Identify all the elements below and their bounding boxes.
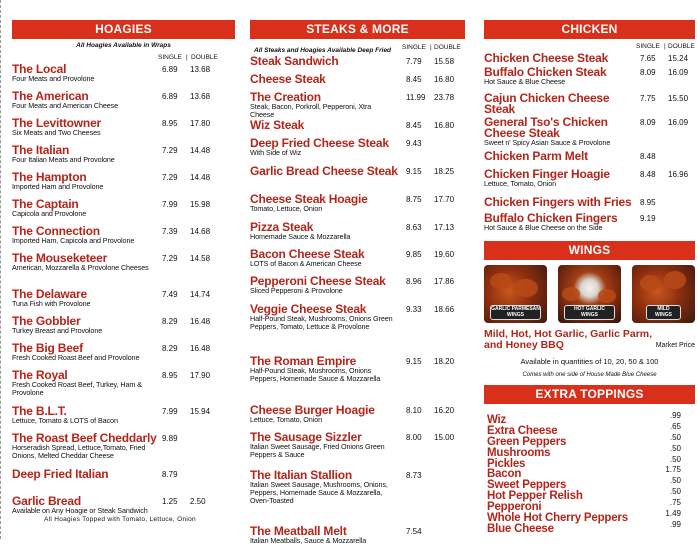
price-double: 17.90 (190, 371, 211, 380)
menu-item (12, 433, 235, 460)
topping-price: .75 (669, 498, 681, 508)
item-name: Buffalo Chicken Steak (484, 65, 607, 79)
hoagies-footer: All Hoagies Topped with Tomato, Lettuce, Onion (44, 516, 196, 523)
item-name: The Levittowner (12, 116, 102, 130)
item-description: Lettuce, Tomato & LOTS of Bacon (12, 416, 118, 425)
menu-item (250, 222, 465, 241)
price-single: 8.45 (406, 121, 422, 130)
item-description: LOTS of Bacon & American Cheese (250, 259, 362, 268)
price-double: 15.94 (190, 407, 211, 416)
topping-name: Pickles (487, 457, 526, 470)
item-name: Chicken Cheese Steak (484, 51, 609, 65)
item-name: The Captain (12, 197, 79, 211)
hot-garlic-wings-photo (558, 265, 621, 323)
garlic-parmesan-wings-photo (484, 265, 547, 323)
price-double: 18.20 (434, 357, 455, 366)
menu-item (250, 249, 465, 268)
item-description: Lettuce, Tomato, Onion (484, 179, 556, 188)
price-double: 16.80 (434, 75, 455, 84)
item-name: Cheese Steak (250, 72, 326, 86)
menu-item (484, 197, 695, 208)
item-description: Fresh Cooked Roast Beef and Provolone (12, 353, 140, 362)
price-double: 14.48 (190, 173, 211, 182)
item-name: The Delaware (12, 287, 87, 301)
menu-item (12, 145, 235, 164)
price-single: 11.99 (406, 93, 426, 102)
price-double: 13.68 (190, 92, 211, 101)
price-single: 8.95 (162, 371, 178, 380)
topping-price: 1.75 (665, 465, 681, 475)
price-double: 18.25 (434, 167, 455, 176)
menu-item (12, 343, 235, 362)
menu-item (12, 199, 235, 218)
item-description: Six Meats and Two Cheeses (12, 128, 101, 137)
item-name: The Hampton (12, 170, 87, 184)
toppings-header: EXTRA TOPPINGS (484, 385, 695, 404)
topping-item (487, 519, 695, 535)
topping-name: Hot Pepper Relish (487, 490, 583, 503)
steaks-section (250, 20, 465, 545)
price-single: 8.48 (640, 152, 656, 161)
menu-item (250, 56, 465, 67)
item-description: Tomato, Lettuce, Onion (250, 204, 323, 213)
price-double: 15.58 (434, 57, 455, 66)
menu-item (12, 91, 235, 110)
price-double: 17.70 (434, 195, 455, 204)
price-double: 18.66 (434, 305, 455, 314)
menu-item (12, 469, 235, 480)
price-single: 8.48 (640, 170, 656, 179)
menu-item (12, 496, 235, 515)
chicken-header: CHICKEN (484, 20, 695, 39)
topping-price: .50 (669, 476, 681, 486)
menu-item (484, 117, 695, 147)
price-double: 17.13 (434, 223, 455, 232)
topping-price: .50 (669, 454, 681, 464)
price-single: 8.95 (640, 198, 656, 207)
wing-photo-caption: GARLIC PARMESAN WINGS (490, 305, 541, 320)
menu-item (12, 253, 235, 272)
menu-item (250, 432, 465, 459)
item-description: Imported Ham, Capicola and Provolone (12, 236, 135, 245)
price-single: 9.15 (406, 167, 422, 176)
topping-name: Extra Cheese (487, 424, 558, 437)
item-name: Garlic Bread Cheese Steak (250, 164, 398, 178)
price-single: 8.79 (162, 470, 178, 479)
topping-name: Mushrooms (487, 446, 551, 459)
topping-item (487, 432, 695, 448)
topping-name: Green Peppers (487, 435, 567, 448)
item-name: The Connection (12, 224, 100, 238)
price-double: 2.50 (190, 497, 206, 506)
topping-name: Blue Cheese (487, 522, 554, 535)
menu-item (12, 64, 235, 83)
item-name: Chicken Finger Hoagie (484, 167, 610, 181)
price-double: 15.24 (668, 54, 689, 63)
item-description: Horseradish Spread, Lettuce,Tomato, Fried Onions, Melted Cheddar Cheese (12, 443, 146, 460)
double-label: DOUBLE (434, 44, 461, 51)
item-name: The Creation (250, 90, 321, 104)
item-description: Turkey Breast and Provolone (12, 326, 103, 335)
wings-note: Comes with one side of House Made Blue Cheese (522, 372, 657, 378)
item-description: Italian Sweet Sausage, Fried Onions Green Peppers & Sauce (250, 442, 385, 459)
item-name: Cheese Steak Hoagie (250, 192, 368, 206)
item-description: Sweet n' Spicy Asian Sauce & Provolone (484, 138, 611, 147)
price-double: 14.68 (190, 227, 211, 236)
price-double: 17.86 (434, 277, 455, 286)
menu-item (250, 470, 465, 505)
menu-item (484, 169, 695, 188)
price-double: 16.09 (668, 68, 689, 77)
wing-flavors: Mild, Hot, Hot Garlic, Garlic Parm, and Honey BBQ Market Price (484, 328, 695, 351)
price-single: 7.65 (640, 54, 656, 63)
menu-item (484, 67, 695, 86)
price-single: 7.75 (640, 94, 656, 103)
price-double: 15.98 (190, 200, 211, 209)
price-single: 7.49 (162, 290, 178, 299)
item-name: The Roast Beef Cheddarly (12, 431, 157, 445)
price-single: 7.29 (162, 146, 178, 155)
hoagies-note: All Hoagies Available in Wraps (76, 42, 171, 49)
price-double: 14.74 (190, 290, 211, 299)
item-name: The Italian (12, 143, 70, 157)
item-description: Imported Ham and Provolone (12, 182, 104, 191)
item-description: Four Italian Meats and Provolone (12, 155, 115, 164)
price-single: 8.29 (162, 317, 178, 326)
item-name: The Mouseketeer (12, 251, 108, 265)
topping-name: Wiz (487, 414, 507, 426)
menu-item (250, 405, 465, 424)
wing-photo-caption: MILD WINGS (646, 305, 681, 320)
price-double: 19.60 (434, 250, 455, 259)
item-name: The Gobbler (12, 314, 81, 328)
menu-item (484, 151, 695, 162)
menu-item (250, 120, 465, 131)
topping-price: .50 (669, 487, 681, 497)
chicken-list (484, 53, 695, 237)
topping-name: Whole Hot Cherry Peppers (487, 512, 628, 525)
item-description: Homemade Sauce & Mozzarella (250, 232, 351, 241)
item-description: Half-Pound Steak, Mushrooms, Onions Peppers, Homemade Sauce & Mozzarella (250, 366, 381, 383)
steaks-list (250, 54, 465, 545)
item-description: Steak, Bacon, Porkroll, Pepperoni, Xtra Cheese (250, 102, 372, 119)
item-name: Pepperoni Cheese Steak (250, 274, 386, 288)
steaks-price-header (250, 44, 465, 54)
menu-item (250, 526, 465, 545)
price-single: 9.89 (162, 434, 178, 443)
menu-item (250, 166, 465, 177)
item-name: The Big Beef (12, 341, 83, 355)
item-name: Garlic Bread (12, 494, 81, 508)
item-name: The Italian Stallion (250, 468, 353, 482)
item-description: Fresh Cooked Roast Beef, Turkey, Ham & Provolone (12, 380, 142, 397)
topping-price: .65 (669, 421, 681, 431)
price-single: 9.15 (406, 357, 422, 366)
price-double: 16.48 (190, 344, 211, 353)
item-description: Capicola and Provolone (12, 209, 87, 218)
double-label: DOUBLE (191, 54, 218, 61)
price-double: 23.78 (434, 93, 455, 102)
price-single: 8.09 (640, 118, 656, 127)
price-double: 13.68 (190, 65, 211, 74)
price-single: 8.29 (162, 344, 178, 353)
item-name: Pizza Steak (250, 220, 314, 234)
item-description: Hot Sauce & Blue Cheese (484, 77, 566, 86)
price-single: 7.99 (162, 407, 178, 416)
toppings-list (484, 410, 695, 535)
item-name: The Roman Empire (250, 354, 357, 368)
price-single: 8.63 (406, 223, 422, 232)
item-description: American, Mozzarella & Provolone Cheeses (12, 263, 149, 272)
steaks-header: STEAKS & MORE (250, 20, 465, 39)
menu-item (250, 138, 465, 157)
mild-wings-photo (632, 265, 695, 323)
item-description: Sliced Pepperoni & Provolone (250, 286, 343, 295)
price-single: 6.89 (162, 65, 178, 74)
price-single: 8.96 (406, 277, 422, 286)
price-single: 8.00 (406, 433, 422, 442)
wing-photos (484, 265, 695, 323)
price-single: 9.85 (406, 250, 422, 259)
item-name: General Tso's Chicken Cheese Steak (484, 115, 608, 140)
price-double: 14.48 (190, 146, 211, 155)
wings-availability: Available in quantities of 10, 20, 50 & 100 (520, 357, 659, 366)
item-description: Half-Pound Steak, Mushrooms, Onions Green Peppers, Tomato, Lettuce & Provolone (250, 314, 393, 331)
item-description: Italian Sweet Sausage, Mushrooms, Onions, Peppers, Homemade Sauce & Mozzarella, Oven-Toasted (250, 480, 388, 505)
price-single: 9.19 (640, 214, 656, 223)
menu-item (12, 226, 235, 245)
wings-header: WINGS (484, 241, 695, 260)
topping-price: .50 (669, 443, 681, 453)
price-single: 8.45 (406, 75, 422, 84)
wing-photo-caption: HOT GARLIC WINGS (564, 305, 615, 320)
item-name: The Local (12, 62, 67, 76)
hoagies-list (12, 64, 235, 524)
item-name: Buffalo Chicken Fingers (484, 211, 618, 225)
menu-item (12, 172, 235, 191)
item-name: Deep Fried Italian (12, 467, 109, 481)
topping-price: .99 (669, 411, 681, 420)
topping-price: 1.49 (665, 509, 681, 519)
menu-item (484, 213, 695, 232)
menu-item (250, 304, 465, 331)
col-separator: | (664, 43, 666, 50)
single-label: SINGLE (402, 44, 426, 51)
menu-item (12, 289, 235, 308)
item-name: The Sausage Sizzler (250, 430, 362, 444)
price-double: 15.50 (668, 94, 689, 103)
item-description: With Side of Wiz (250, 148, 302, 157)
item-name: Veggie Cheese Steak (250, 302, 367, 316)
hoagies-section (12, 20, 235, 524)
price-single: 8.75 (406, 195, 422, 204)
price-single: 7.54 (406, 527, 422, 536)
item-name: The Royal (12, 368, 68, 382)
price-single: 7.79 (406, 57, 422, 66)
cut-line (0, 0, 4, 539)
item-name: Cajun Chicken Cheese Steak (484, 91, 610, 116)
price-single: 1.25 (162, 497, 178, 506)
item-description: Tuna Fish with Provolone (12, 299, 91, 308)
menu-item (484, 53, 695, 64)
item-name: Chicken Parm Melt (484, 149, 588, 163)
price-single: 7.99 (162, 200, 178, 209)
price-double: 16.48 (190, 317, 211, 326)
item-name: Bacon Cheese Steak (250, 247, 365, 261)
price-double: 16.09 (668, 118, 689, 127)
menu-item (250, 356, 465, 383)
menu-item (250, 194, 465, 213)
topping-name: Bacon (487, 468, 522, 481)
col-separator: | (430, 44, 432, 51)
topping-price: .99 (669, 519, 681, 529)
col-separator: | (186, 54, 188, 61)
menu-item (484, 93, 695, 115)
price-single: 8.10 (406, 406, 422, 415)
price-single: 8.95 (162, 119, 178, 128)
price-single: 8.09 (640, 68, 656, 77)
item-name: Steak Sandwich (250, 54, 339, 68)
steaks-note: All Steaks and Hoagies Available Deep Fried (254, 47, 392, 54)
item-description: Italian Meatballs, Sauce & Mozzarella (250, 536, 367, 545)
price-double: 15.00 (434, 433, 455, 442)
menu-item (12, 406, 235, 425)
price-double: 14.58 (190, 254, 211, 263)
price-double: 16.80 (434, 121, 455, 130)
topping-item (487, 475, 695, 492)
menu-item (12, 316, 235, 335)
item-description: Four Meats and Provolone (12, 74, 95, 83)
item-description: Hot Sauce & Blue Cheese on the Side (484, 223, 603, 232)
item-description: Lettuce, Tomato, Onion (250, 415, 322, 424)
item-description: Four Meats and American Cheese (12, 101, 119, 110)
price-double: 16.96 (668, 170, 689, 179)
topping-name: Sweet Peppers (487, 479, 567, 492)
item-name: The American (12, 89, 89, 103)
price-single: 9.33 (406, 305, 422, 314)
price-double: 17.80 (190, 119, 211, 128)
topping-price: .50 (669, 432, 681, 442)
topping-name: Pepperoni (487, 501, 542, 514)
item-name: The B.L.T. (12, 404, 67, 418)
menu-item (12, 118, 235, 137)
menu-item (12, 370, 235, 397)
menu-item (250, 74, 465, 85)
right-column (484, 20, 695, 535)
price-single: 8.73 (406, 471, 422, 480)
single-label: SINGLE (158, 54, 182, 61)
hoagies-header: HOAGIES (12, 20, 235, 39)
price-single: 7.29 (162, 173, 178, 182)
price-double: 16.20 (434, 406, 455, 415)
price-single: 7.29 (162, 254, 178, 263)
topping-item (487, 443, 695, 459)
price-single: 6.89 (162, 92, 178, 101)
item-name: Cheese Burger Hoagie (250, 403, 375, 417)
single-label: SINGLE (636, 43, 660, 50)
price-single: 9.43 (406, 139, 422, 148)
wings-price: Market Price (655, 342, 695, 349)
price-single: 7.39 (162, 227, 178, 236)
item-name: Chicken Fingers with Fries (484, 195, 632, 209)
item-name: The Meatball Melt (250, 524, 347, 538)
double-label: DOUBLE (668, 43, 695, 50)
menu-item (250, 92, 465, 119)
item-name: Deep Fried Cheese Steak (250, 136, 389, 150)
item-name: Wiz Steak (250, 118, 305, 132)
menu-item (250, 276, 465, 295)
item-description: Available on Any Hoagie or Steak Sandwich (12, 506, 148, 515)
